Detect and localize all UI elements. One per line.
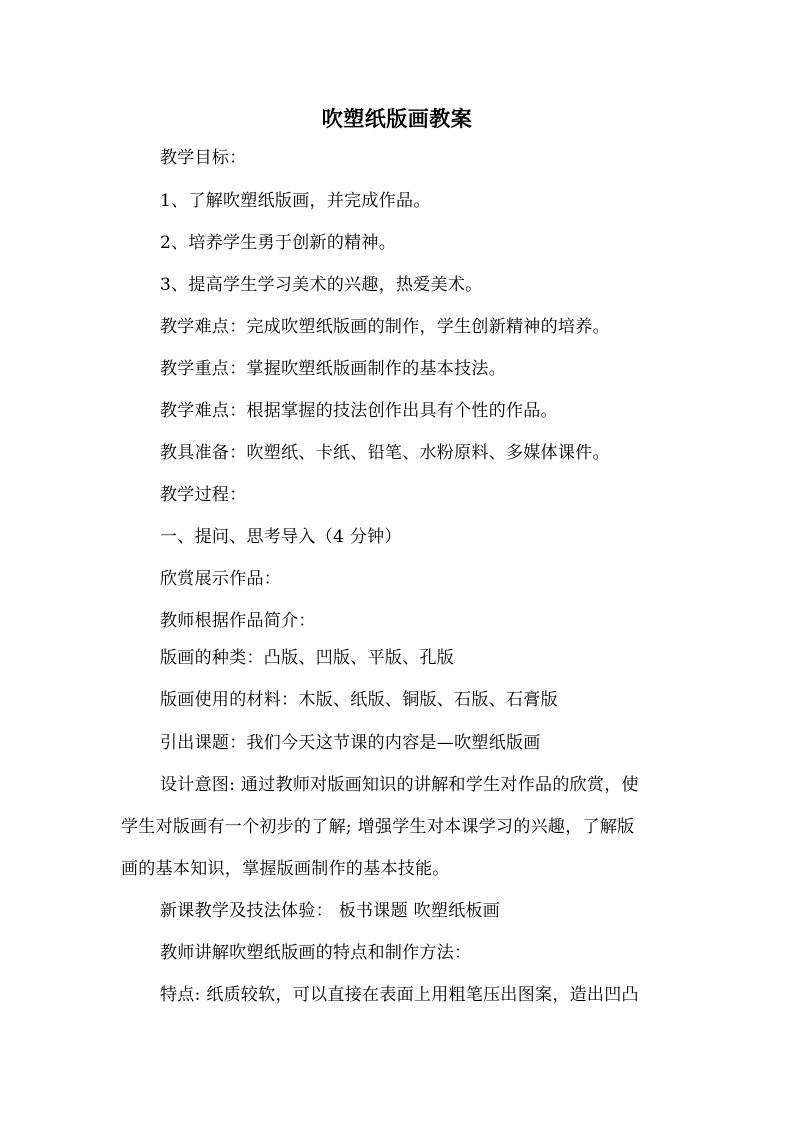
text-line: 教师根据作品简介： bbox=[160, 611, 316, 631]
text-line: 2、培养学生勇于创新的精神。 bbox=[160, 233, 397, 253]
text-line: 画的基本知识，掌握版画制作的基本技能。 bbox=[121, 859, 450, 879]
text-line: 学生对版画有一个初步的了解; 增强学生对本课学习的兴趣，了解版 bbox=[121, 817, 635, 837]
text-line: 教学重点：掌握吹塑纸版画制作的基本技法。 bbox=[160, 359, 506, 379]
text-line: 教学目标： bbox=[160, 148, 247, 168]
text-line: 1、了解吹塑纸版画，并完成作品。 bbox=[160, 191, 431, 211]
text-line: 教具准备：吹塑纸、卡纸、铅笔、水粉原料、多媒体课件。 bbox=[160, 443, 610, 463]
text-line: 设计意图: 通过教师对版画知识的讲解和学生对作品的欣赏，使 bbox=[160, 775, 639, 795]
document-title: 吹塑纸版画教案 bbox=[321, 106, 473, 131]
text-line: 教学过程： bbox=[160, 485, 247, 505]
text-line: 版画使用的材料：木版、纸版、铜版、石版、石膏版 bbox=[160, 690, 558, 710]
text-line: 教学难点：根据掌握的技法创作出具有个性的作品。 bbox=[160, 401, 558, 421]
text-line: 教师讲解吹塑纸版画的特点和制作方法： bbox=[160, 943, 472, 963]
text-line: 引出课题：我们今天这节课的内容是—吹塑纸版画 bbox=[160, 733, 541, 753]
text-line: 3、提高学生学习美术的兴趣，热爱美术。 bbox=[160, 275, 483, 295]
text-line: 新课教学及技法体验： 板书课题 吹塑纸板画 bbox=[160, 901, 501, 921]
text-line: 特点: 纸质较软，可以直接在表面上用粗笔压出图案，造出凹凸 bbox=[160, 985, 639, 1005]
text-line: 一、提问、思考导入（4 分钟） bbox=[160, 527, 402, 547]
text-line: 版画的种类：凸版、凹版、平版、孔版 bbox=[160, 648, 455, 668]
text-line: 欣赏展示作品： bbox=[160, 569, 282, 589]
text-line: 教学难点：完成吹塑纸版画的制作，学生创新精神的培养。 bbox=[160, 317, 610, 337]
